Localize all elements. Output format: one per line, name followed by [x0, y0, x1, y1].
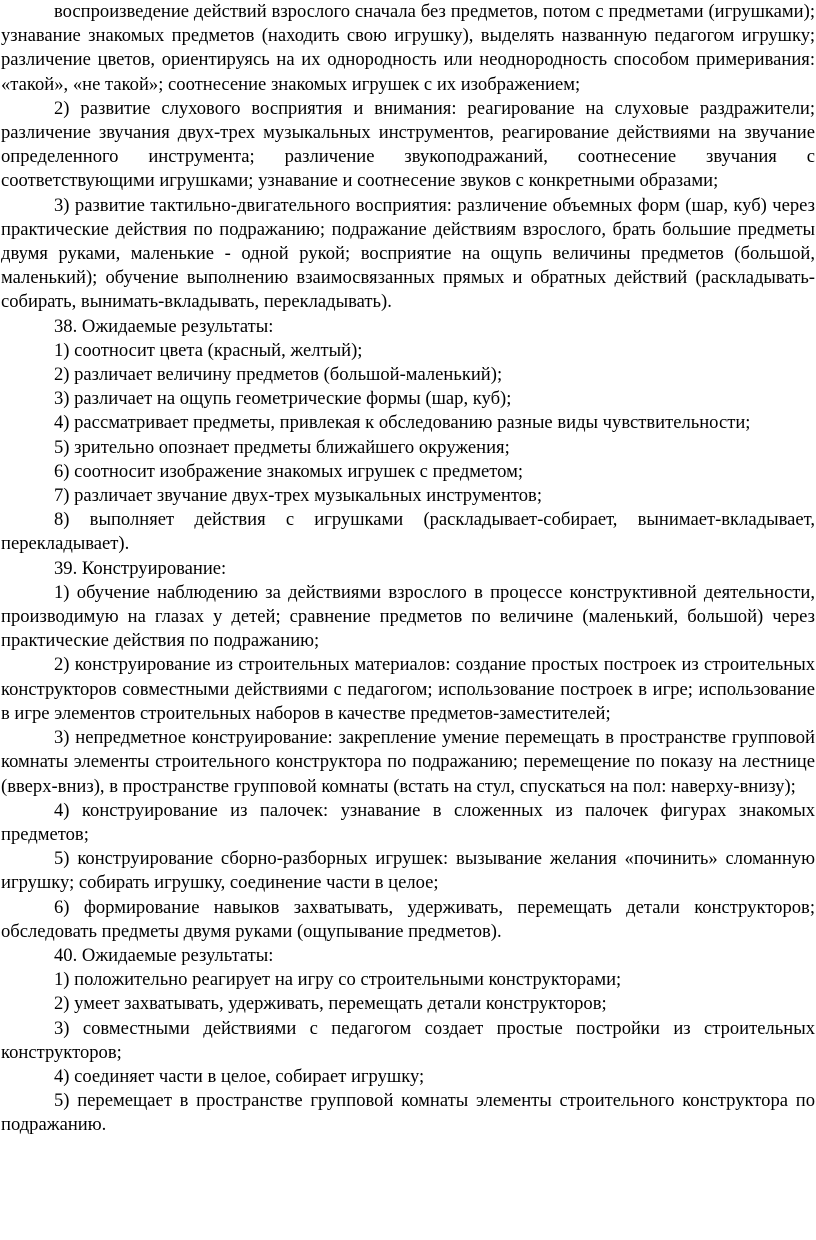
outcome-item-1: 1) положительно реагирует на игру со строительными конструкторами; — [54, 969, 622, 991]
result-item-1: 1) соотносит цвета (красный, желтый); — [54, 339, 363, 361]
paragraph-auditory-perception: 2) развитие слухового восприятия и внимания: реагирование на слуховые раздражители; различение звучания двух-трех музыкальных инструментов, реагирование действиями на звучание определенного инструмента; различение звукоподражаний, соотнесение звучания с соответствующими игрушками; узнавание и соотнесение звуков с конкретными образами; — [1, 97, 815, 192]
construction-item-2: 2) конструирование из строительных материалов: создание простых построек из строительных конструкторов совместными действиями с педагогом; использование построек в игре; использование в игре элементов строительных наборов в качестве предметов-заместителей; — [1, 654, 815, 724]
paragraph-tactile-perception: 3) развитие тактильно-двигательного восприятия: различение объемных форм (шар, куб) через практические действия по подражанию; подражание действиям взрослого, брать большие предметы двумя руками, маленькие - одной рукой; восприятие на ощупь величины предметов (большой, маленький); обучение выполнению взаимосвязанных прямых и обратных действий (раскладывать-собирать, вынимать-вкладывать, перекладывать). — [1, 194, 815, 313]
outcome-item-5: 5) перемещает в пространстве групповой комнаты элементы строительного конструктора по подражанию. — [1, 1090, 815, 1136]
construction-item-6: 6) формирование навыков захватывать, удерживать, перемещать детали конструкторов; обследовать предметы двумя руками (ощупывание предметов). — [1, 896, 815, 942]
paragraph-perception-continuation: воспроизведение действий взрослого сначала без предметов, потом с предметами (игрушками); узнавание знакомых предметов (находить свою игрушку), выделять названную педагогом игрушку; различение цветов, ориентируясь на их однородность или неоднородность способом примеривания: «такой», «не такой»; соотнесение знакомых игрушек с их изображением; — [1, 1, 815, 95]
section-heading-38: 38. Ожидаемые результаты: — [54, 315, 274, 337]
construction-item-1: 1) обучение наблюдению за действиями взрослого в процессе конструктивной деятельности, производимую на глазах у детей; сравнение предметов по величине (маленький, большой) через практические действия по подражанию; — [1, 581, 815, 652]
construction-item-3: 3) непредметное конструирование: закрепление умение перемещать в пространстве групповой комнаты элементы строительного конструктора по подражанию; перемещение по показу на лестнице (вверх-вниз), в пространстве групповой комнаты (встать на стул, спускаться на пол: наверху-внизу); — [1, 727, 815, 797]
outcome-item-4: 4) соединяет части в целое, собирает игрушку; — [54, 1065, 425, 1087]
outcome-item-2: 2) умеет захватывать, удерживать, перемещать детали конструкторов; — [54, 993, 607, 1015]
section-heading-39: 39. Конструирование: — [54, 557, 227, 579]
result-item-6: 6) соотносит изображение знакомых игрушек с предметом; — [54, 460, 524, 482]
result-item-3: 3) различает на ощупь геометрические формы (шар, куб); — [54, 388, 512, 410]
outcome-item-3: 3) совместными действиями с педагогом создает простые постройки из строительных конструкторов; — [1, 1017, 815, 1063]
result-item-8: 8) выполняет действия с игрушками (раскладывает-собирает, вынимает-вкладывает, перекладывает). — [1, 509, 815, 555]
result-item-7: 7) различает звучание двух-трех музыкальных инструментов; — [54, 485, 542, 507]
construction-item-4: 4) конструирование из палочек: узнавание в сложенных из палочек фигурах знакомых предметов; — [1, 799, 815, 845]
result-item-2: 2) различает величину предметов (большой-маленький); — [54, 364, 503, 386]
result-item-5: 5) зрительно опознает предметы ближайшего окружения; — [54, 436, 510, 458]
section-heading-40: 40. Ожидаемые результаты: — [54, 944, 274, 966]
result-item-4: 4) рассматривает предметы, привлекая к обследованию разные виды чувствительности; — [54, 412, 751, 434]
construction-item-5: 5) конструирование сборно-разборных игрушек: вызывание желания «починить» сломанную игрушку; собирать игрушку, соединение части в целое; — [1, 848, 815, 894]
